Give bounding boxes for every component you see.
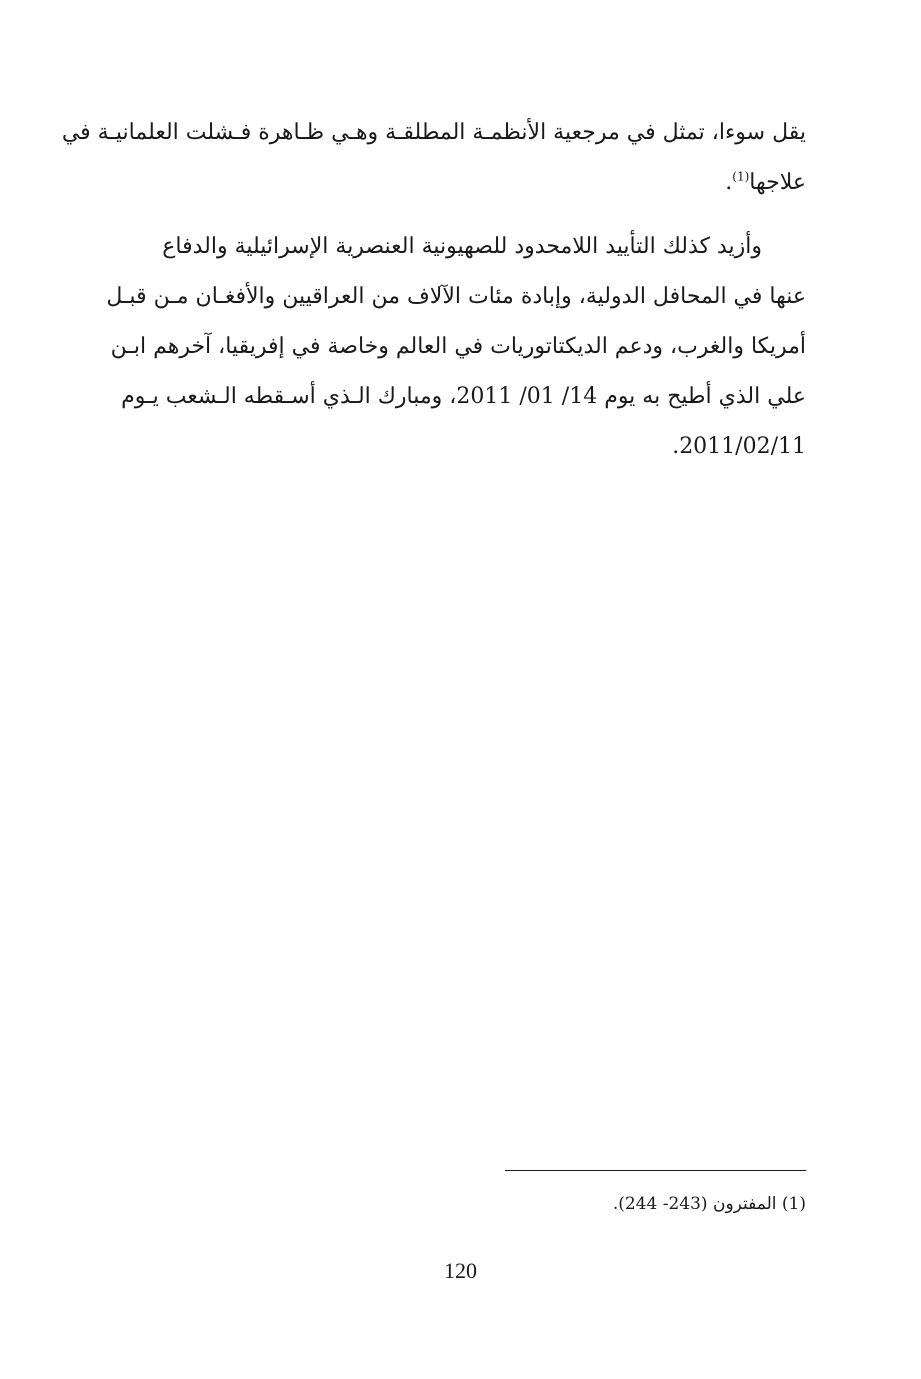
paragraph-2-line-3: أمريكا والغرب، ودعم الديكتاتوريات في العالم وخاصة في إفريقيا، آخرهم ابـن xyxy=(110,334,806,359)
page-number: 120 xyxy=(444,1258,477,1283)
body-text xyxy=(61,108,806,486)
paragraph-2-line-2: عنها في المحافل الدولية، وإبادة مئات الآلاف من العراقيين والأفغـان مـن قبـل xyxy=(106,284,806,309)
paragraph-1-line-2 xyxy=(98,158,806,208)
footnote-reference: (1) xyxy=(732,169,750,184)
paragraph-1-end-punct: . xyxy=(725,170,733,195)
paragraph-1-line-1: يقل سوءا، تمثل في مرجعية الأنظمـة المطلقـة وهـي ظـاهرة فـشلت العلمانيـة في xyxy=(61,120,806,145)
footnote: (1) المفترون (243- 244). xyxy=(612,1194,806,1214)
footnote-divider xyxy=(505,1170,806,1171)
paragraph-2-line-1: وأزيد كذلك التأييد اللامحدود للصهيونية العنصرية الإسرائيلية والدفاع xyxy=(162,234,762,259)
paragraph-2 xyxy=(98,222,806,472)
paragraph-2-line-5: 2011/02/11. xyxy=(672,434,806,459)
paragraph-2-line-4: علي الذي أطيح به يوم 14/ 01/ 2011، ومبارك الـذي أسـقطه الـشعب يـوم xyxy=(121,384,806,409)
paragraph-1-line-2-text: علاجها xyxy=(749,170,806,195)
paragraph-1 xyxy=(61,108,806,208)
